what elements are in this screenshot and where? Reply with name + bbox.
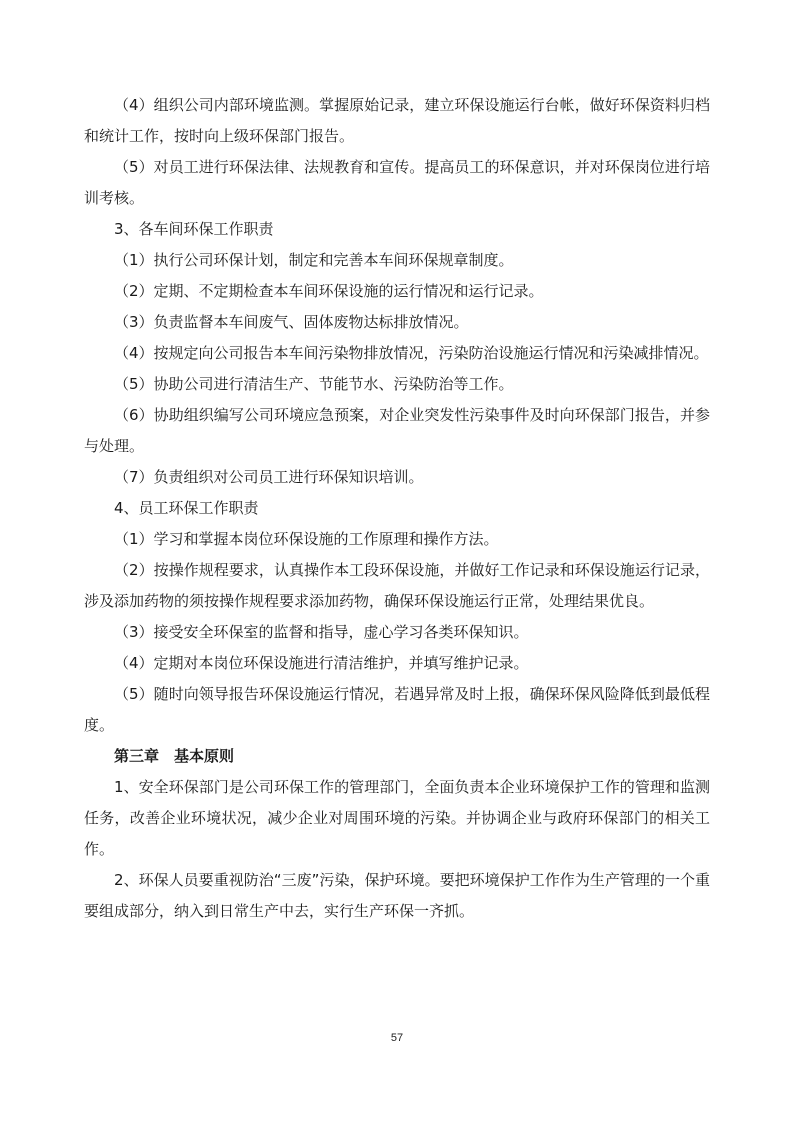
- paragraph-4-monitoring: （4）组织公司内部环境监测。掌握原始记录，建立环保设施运行台帐，做好环保资料归档和统计工作，按时向上级环保部门报告。: [84, 96, 710, 145]
- paragraph-principle-1: 1、安全环保部门是公司环保工作的管理部门，全面负责本企业环境保护工作的管理和监测任务，改善企业环境状况，减少企业对周围环境的污染。并协调企业与政府环保部门的相关工作。: [84, 778, 710, 858]
- paragraph-employee-1: （1）学习和掌握本岗位环保设施的工作原理和操作方法。: [114, 530, 499, 548]
- paragraph-workshop-6: （6）协助组织编写公司环境应急预案，对企业突发性污染事件及时向环保部门报告，并参与处理。: [84, 406, 710, 455]
- paragraph-workshop-7: （7）负责组织对公司员工进行环保知识培训。: [114, 468, 424, 486]
- paragraph-5-education: （5）对员工进行环保法律、法规教育和宣传。提高员工的环保意识，并对环保岗位进行培训考核。: [84, 158, 710, 207]
- section-heading-employee-duties: 4、员工环保工作职责: [114, 499, 259, 517]
- paragraph-employee-3: （3）接受安全环保室的监督和指导，虚心学习各类环保知识。: [114, 623, 529, 641]
- paragraph-workshop-3: （3）负责监督本车间废气、固体废物达标排放情况。: [114, 313, 469, 331]
- paragraph-workshop-2: （2）定期、不定期检查本车间环保设施的运行情况和运行记录。: [114, 282, 544, 300]
- paragraph-principle-2: 2、环保人员要重视防治“三废”污染，保护环境。要把环境保护工作作为生产管理的一个重要组成部分，纳入到日常生产中去，实行生产环保一齐抓。: [84, 871, 710, 920]
- page-number: 57: [390, 1032, 404, 1044]
- body-text: [84, 90, 710, 927]
- section-heading-workshop-duties: 3、各车间环保工作职责: [114, 220, 274, 238]
- paragraph-workshop-1: （1）执行公司环保计划，制定和完善本车间环保规章制度。: [114, 251, 514, 269]
- paragraph-workshop-5: （5）协助公司进行清洁生产、节能节水、污染防治等工作。: [114, 375, 514, 393]
- chapter-heading: 第三章 基本原则: [114, 747, 235, 765]
- paragraph-employee-4: （4）定期对本岗位环保设施进行清洁维护，并填写维护记录。: [114, 654, 529, 672]
- paragraph-employee-5: （5）随时向领导报告环保设施运行情况，若遇异常及时上报，确保环保风险降低到最低程度。: [84, 685, 710, 734]
- paragraph-employee-2: （2）按操作规程要求，认真操作本工段环保设施，并做好工作记录和环保设施运行记录，涉及添加药物的须按操作规程要求添加药物，确保环保设施运行正常，处理结果优良。: [84, 561, 710, 610]
- paragraph-workshop-4: （4）按规定向公司报告本车间污染物排放情况，污染防治设施运行情况和污染减排情况。: [114, 344, 709, 362]
